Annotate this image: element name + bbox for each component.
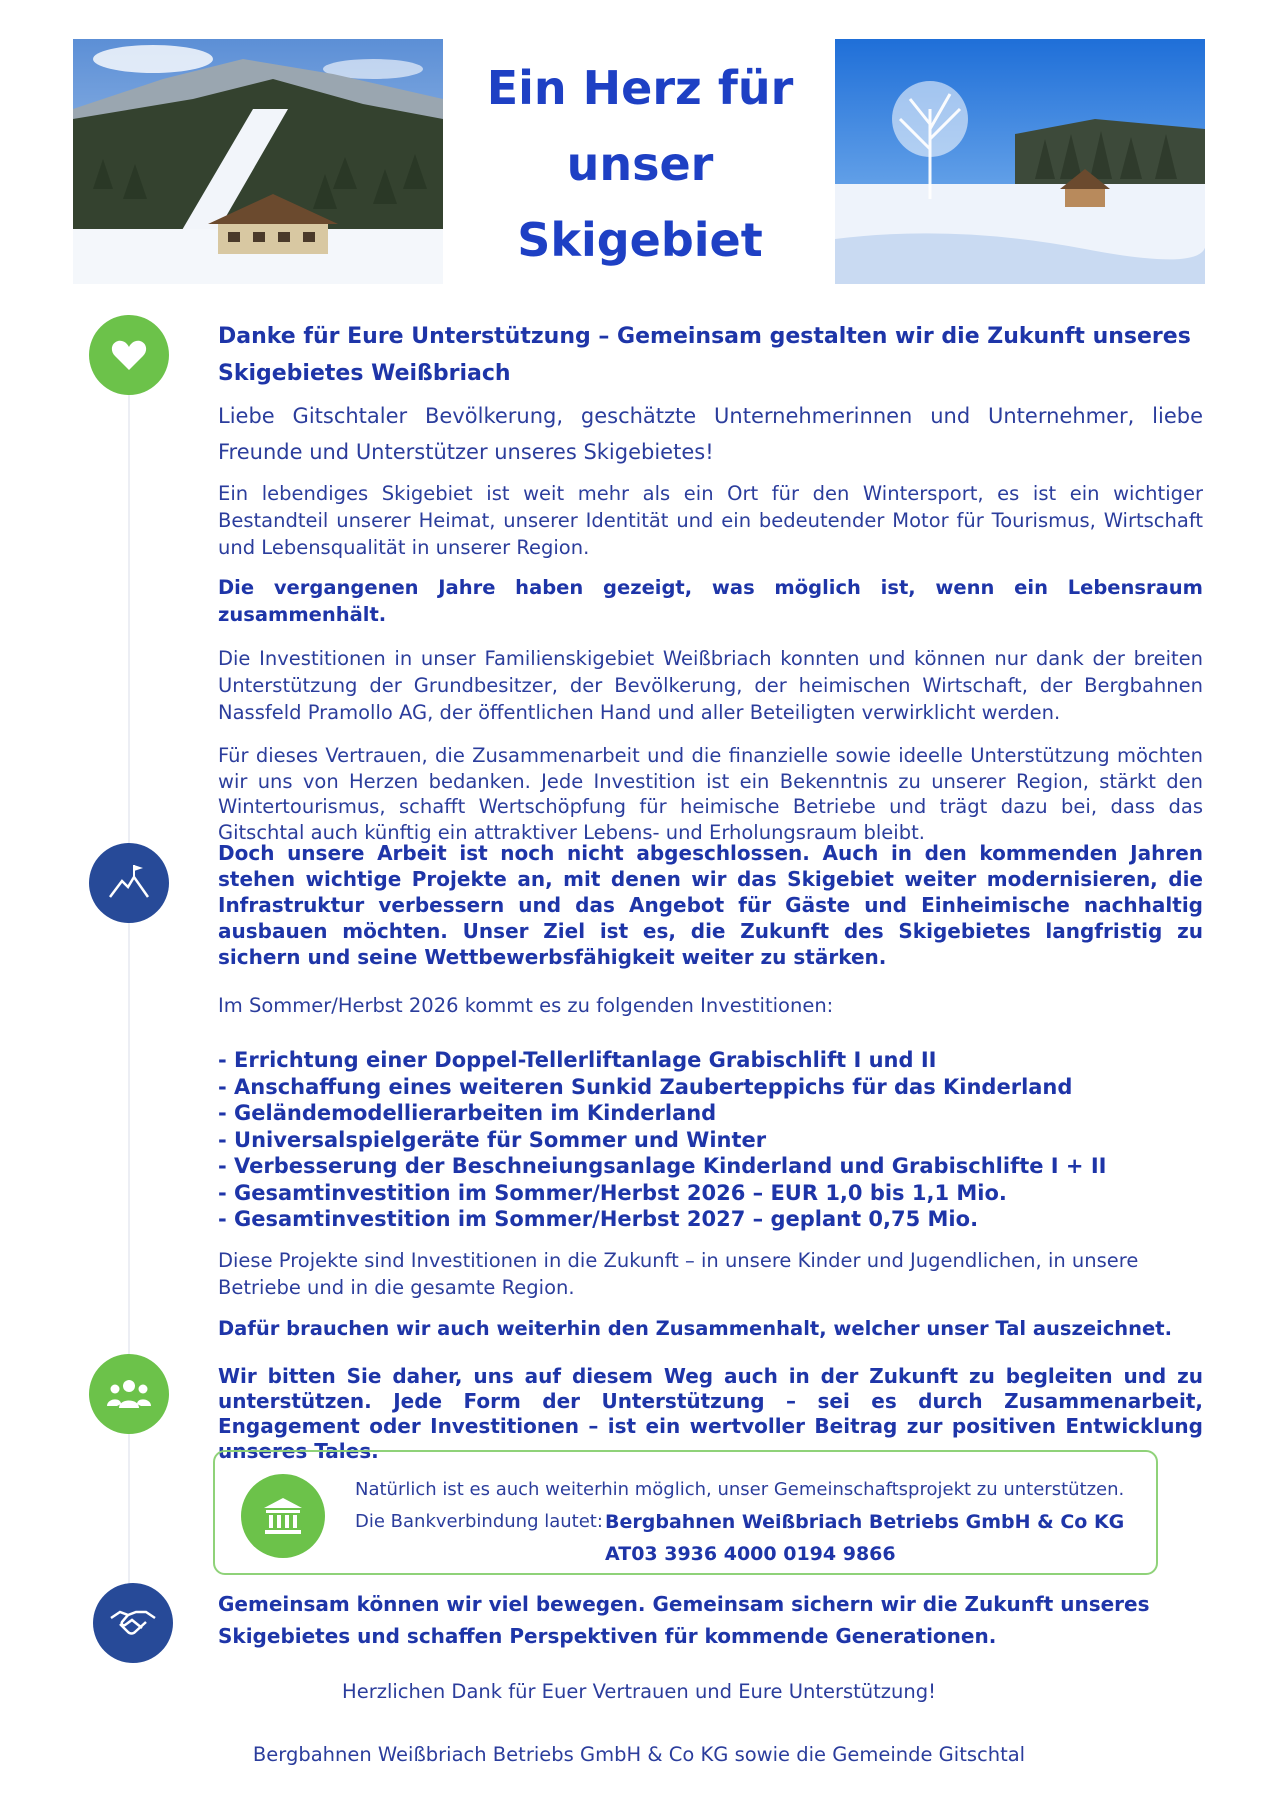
- mountain-flag-icon: [106, 863, 152, 903]
- bank-text: [355, 1474, 1124, 1570]
- paragraph-projects-future: Diese Projekte sind Investitionen in die Zukunft – in unsere Kinder und Jugendlichen, in unsere Betriebe und in die gesamte Region.: [218, 1248, 1139, 1299]
- bank-icon-badge: [241, 1474, 325, 1558]
- page-title: [450, 50, 830, 278]
- bank-info-box: [213, 1450, 1158, 1575]
- bank-row: [355, 1506, 1124, 1538]
- list-item: - Errichtung einer Doppel-Tellerliftanlage Grabischlift I und II: [218, 1048, 937, 1072]
- handshake-icon-badge: [93, 1583, 173, 1663]
- list-item: - Geländemodellierarbeiten im Kinderland: [218, 1101, 717, 1125]
- people-icon-badge: [89, 1354, 169, 1434]
- paragraph-identity: Ein lebendiges Skigebiet ist weit mehr als ein Ort für den Wintersport, es ist ein wichtiger Bestandteil unserer Heimat, unserer Identität und ein bedeutender Motor für Tourismus, Wirtschaft und Lebensqualität in unserer Region.: [218, 482, 1203, 559]
- list-item: - Universalspielgeräte für Sommer und Winter: [218, 1127, 767, 1152]
- title-line: Skigebiet: [517, 213, 763, 267]
- handshake-icon: [108, 1606, 158, 1640]
- people-icon: [105, 1376, 153, 1412]
- paragraph-request: Wir bitten Sie daher, uns auf diesem Weg auch in der Zukunft zu begleiten und zu unterstützen. Jede Form der Unterstützung – sei es durch Zusammenarbeit, Engagement oder Investitionen – ist ein wertvoller Beitrag zur positiven Entwicklung unseres Tales.: [218, 1363, 1203, 1463]
- list-item: - Gesamtinvestition im Sommer/Herbst 2027 – geplant 0,75 Mio.: [218, 1207, 979, 1231]
- bank-label: Die Bankverbindung lautet:: [355, 1511, 603, 1532]
- paragraph-future-work: Doch unsere Arbeit ist noch nicht abgeschlossen. Auch in den kommenden Jahren stehen wichtige Projekte an, mit denen wir das Skigebiet weiter modernisieren, die Infrastruktur verbessern und das Angebot für Gäste und Einheimische nachhaltig ausbauen möchten. Unser Ziel ist es, die Zukunft des Skigebietes langfristig zu sichern und seine Wettbewerbsfähigkeit weiter zu stärken.: [218, 841, 1203, 969]
- list-item: - Anschaffung eines weiteren Sunkid Zauberteppichs für das Kinderland: [218, 1074, 1073, 1099]
- heart-icon-badge: [89, 315, 169, 395]
- bank-iban: AT03 3936 4000 0194 9866: [605, 1543, 896, 1565]
- intro-block: [218, 318, 1203, 845]
- title-line: Ein Herz für: [486, 61, 794, 115]
- projects-block: [218, 840, 1203, 1464]
- closing-paragraph: Gemeinsam können wir viel bewegen. Gemeinsam sichern wir die Zukunft unseres Skigebietes und schaffen Perspektiven für kommende Generationen.: [218, 1592, 1150, 1648]
- section-heading: Danke für Eure Unterstützung – Gemeinsam gestalten wir die Zukunft unseres Skigebietes Weißbriach: [218, 324, 1191, 386]
- list-item: - Gesamtinvestition im Sommer/Herbst 2026 – EUR 1,0 bis 1,1 Mio.: [218, 1180, 1007, 1205]
- thanks-line: Herzlichen Dank für Euer Vertrauen und Eure Unterstützung!: [342, 1680, 936, 1703]
- bank-intro: Natürlich ist es auch weiterhin möglich, unser Gemeinschaftsprojekt zu unterstützen.: [355, 1479, 1125, 1500]
- paragraph-investment-intro: Im Sommer/Herbst 2026 kommt es zu folgenden Investitionen:: [218, 994, 834, 1017]
- list-item: - Verbesserung der Beschneiungsanlage Kinderland und Grabischlifte I + II: [218, 1154, 1107, 1178]
- ski-slope-photo: [73, 39, 443, 284]
- closing-block: [218, 1588, 1203, 1652]
- winter-meadow-photo: [835, 39, 1205, 284]
- paragraph-cohesion: Dafür brauchen wir auch weiterhin den Zusammenhalt, welcher unser Tal auszeichnet.: [218, 1316, 1173, 1340]
- signature-line: Bergbahnen Weißbriach Betriebs GmbH & Co KG sowie die Gemeinde Gitschtal: [252, 1743, 1026, 1766]
- investment-list: [218, 1047, 1203, 1233]
- paragraph-years: Die vergangenen Jahre haben gezeigt, was möglich ist, wenn ein Lebensraum zusammenhält.: [218, 576, 1203, 626]
- paragraph-investments: Die Investitionen in unser Familienskigebiet Weißbriach konnten und können nur dank der breiten Unterstützung der Grundbesitzer, der Bevölkerung, der heimischen Wirtschaft, der Bergbahnen Nassfeld Pramollo AG, der öffentlichen Hand und aller Beteiligten verwirklicht werden.: [218, 647, 1203, 724]
- bank-name: Bergbahnen Weißbriach Betriebs GmbH & Co KG: [605, 1511, 1125, 1533]
- bank-iban-row: [355, 1538, 1124, 1570]
- bank-icon: [262, 1495, 304, 1537]
- mountain-flag-icon-badge: [89, 843, 169, 923]
- paragraph-thanks: Für dieses Vertrauen, die Zusammenarbeit und die finanzielle sowie ideelle Unterstützung möchten wir uns von Herzen bedanken. Jede Investition ist ein Bekenntnis zu unserer Region, stärkt den Wintertourismus, schafft Wertschöpfung für heimische Betriebe und trägt dazu bei, dass das Gitschtal auch künftig ein attraktiver Lebens- und Erholungsraum bleibt.: [218, 744, 1203, 844]
- heart-icon: [109, 335, 149, 375]
- title-line: unser: [566, 137, 714, 191]
- greeting-paragraph: Liebe Gitschtaler Bevölkerung, geschätzte Unternehmerinnen und Unternehmer, liebe Freunde und Unterstützer unseres Skigebietes!: [218, 404, 1203, 464]
